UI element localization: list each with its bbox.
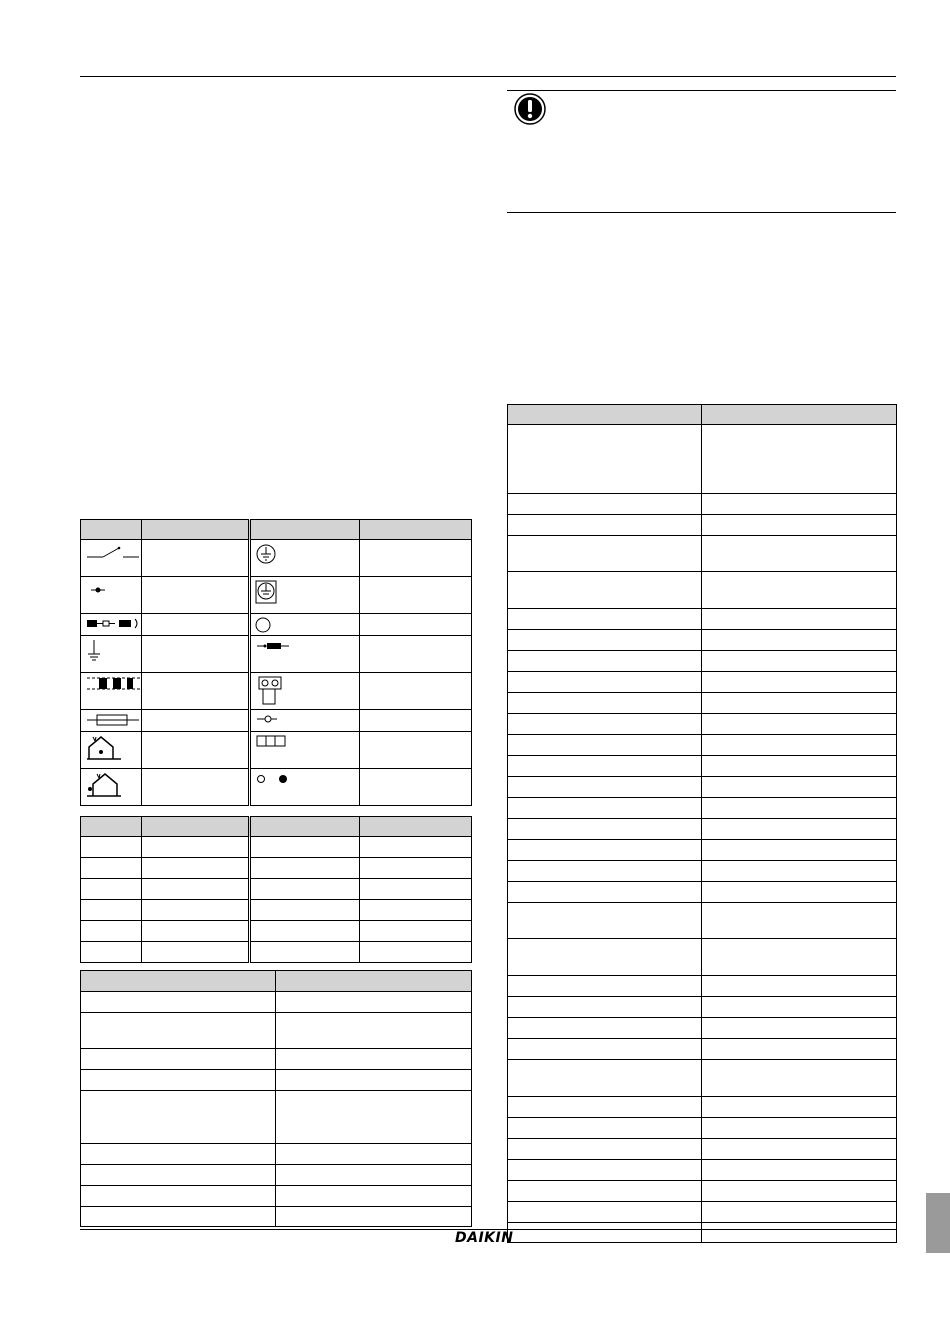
table-row	[142, 710, 250, 732]
header-rule	[80, 76, 896, 77]
table-row	[508, 672, 702, 693]
table-row	[508, 997, 702, 1018]
table-row	[508, 1039, 702, 1060]
connection-icon	[81, 577, 142, 614]
table-row	[81, 942, 142, 963]
table-row	[360, 636, 472, 673]
table-row	[81, 1091, 276, 1144]
table-row	[508, 756, 702, 777]
table-row	[508, 777, 702, 798]
table-row	[142, 540, 250, 577]
table-row	[508, 1223, 702, 1243]
table-row	[508, 840, 702, 861]
table-row	[508, 714, 702, 735]
legend-right-header-1	[508, 405, 702, 425]
table-row	[508, 572, 702, 609]
table-row	[142, 673, 250, 710]
terminal-icon	[250, 710, 360, 732]
table-row	[508, 1060, 702, 1097]
table-row	[142, 614, 250, 636]
warning-box-bottom-rule	[507, 212, 896, 213]
colour-header-3	[250, 817, 360, 837]
table-row	[508, 819, 702, 840]
table-row	[508, 1118, 702, 1139]
table-row	[508, 1139, 702, 1160]
field-wiring-icon	[81, 673, 142, 710]
table-row	[81, 879, 142, 900]
colour-header-1	[81, 817, 142, 837]
colour-header-4	[360, 817, 472, 837]
table-row	[142, 732, 250, 769]
table-row	[360, 732, 472, 769]
colour-header-2	[142, 817, 250, 837]
table-row	[508, 630, 702, 651]
daikin-logo: DAIKIN	[455, 1230, 514, 1246]
exclamation-icon	[514, 93, 546, 125]
legend-right-header-2	[702, 405, 897, 425]
colour-table	[80, 816, 472, 963]
table-row	[360, 769, 472, 806]
table-row	[81, 1207, 276, 1227]
table-row	[81, 921, 142, 942]
legend-table-left	[80, 970, 472, 1227]
table-row	[508, 515, 702, 536]
pcb-icon	[250, 673, 360, 710]
table-row	[360, 673, 472, 710]
protective-earth-icon	[250, 540, 360, 577]
table-row	[508, 882, 702, 903]
warning-box-top-rule	[507, 90, 896, 91]
connector-icon	[81, 614, 142, 636]
open-closed-terminal-icon	[250, 769, 360, 806]
table-row	[81, 992, 276, 1013]
table-row	[508, 1018, 702, 1039]
table-row	[508, 903, 702, 939]
table-row	[508, 693, 702, 714]
symbols-table	[80, 519, 472, 806]
table-row	[142, 769, 250, 806]
table-row	[360, 614, 472, 636]
table-row	[81, 1144, 276, 1165]
table-row	[360, 540, 472, 577]
legend-table-right	[507, 404, 897, 1243]
table-row	[81, 1013, 276, 1049]
fuse-icon	[81, 710, 142, 732]
table-row	[508, 1097, 702, 1118]
noiseless-earth-icon	[250, 577, 360, 614]
table-row	[508, 861, 702, 882]
relay-icon	[250, 636, 360, 673]
table-row	[508, 425, 702, 494]
table-row	[360, 710, 472, 732]
legend-left-header-2	[276, 971, 472, 992]
earth-icon	[81, 636, 142, 673]
terminal-circle-icon	[250, 614, 360, 636]
symbols-header-meaning-2	[360, 520, 472, 540]
symbols-header-symbol-2	[250, 520, 360, 540]
terminal-strip-icon	[250, 732, 360, 769]
table-row	[81, 1165, 276, 1186]
table-row	[508, 798, 702, 819]
table-row	[142, 636, 250, 673]
table-row	[508, 651, 702, 672]
table-row	[81, 1186, 276, 1207]
table-row	[508, 1160, 702, 1181]
table-row	[142, 577, 250, 614]
chapter-tab-marker	[926, 1193, 950, 1253]
table-row	[508, 939, 702, 976]
table-row	[508, 1181, 702, 1202]
switch-icon	[81, 540, 142, 577]
table-row	[508, 536, 702, 572]
table-row	[81, 1070, 276, 1091]
table-row	[508, 609, 702, 630]
table-row	[508, 494, 702, 515]
symbols-header-meaning-1	[142, 520, 250, 540]
table-row	[81, 1049, 276, 1070]
table-row	[508, 1202, 702, 1223]
outdoor-unit-icon	[81, 769, 142, 806]
table-row	[508, 735, 702, 756]
table-row	[508, 976, 702, 997]
symbols-header-symbol-1	[81, 520, 142, 540]
table-row	[81, 900, 142, 921]
table-row	[81, 837, 142, 858]
legend-left-header-1	[81, 971, 276, 992]
table-row	[81, 858, 142, 879]
indoor-unit-icon	[81, 732, 142, 769]
table-row	[360, 577, 472, 614]
